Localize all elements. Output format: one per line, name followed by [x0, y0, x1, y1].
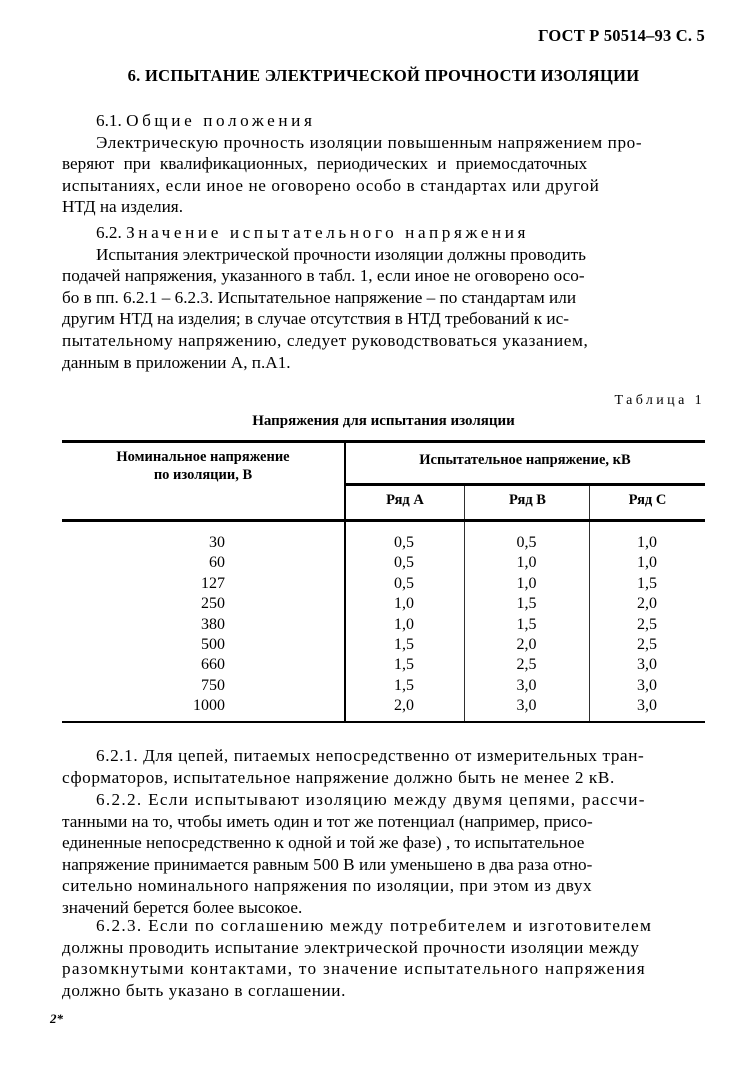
table-row — [62, 594, 705, 614]
table-row — [62, 574, 705, 594]
table-header-nominal-line1: Номинальное напряжение — [116, 449, 290, 465]
signature-mark: 2* — [50, 1011, 63, 1026]
table-row — [62, 615, 705, 635]
table-rule-bottom — [62, 721, 705, 723]
section-6-2-title: Значение испытательного напряжения — [126, 223, 530, 242]
paragraph-line: испытаниях, если иное не оговорено особо в стандартах или другой — [62, 175, 600, 195]
table-header-nominal-line2: по изоляции, В — [153, 467, 253, 483]
paragraph-line: другим НТД на изделия; в случае отсутствия в НТД требований к ис- — [62, 309, 569, 329]
table-row — [62, 696, 705, 716]
section-6-1-title: Общие положения — [126, 111, 316, 130]
cell-row-c: 1,5 — [637, 574, 657, 592]
table-caption: Напряжения для испытания изоляции — [252, 413, 515, 429]
paragraph-line: напряжение принимается равным 500 В или уменьшено в два раза отно- — [62, 854, 593, 874]
table-row — [62, 533, 705, 553]
paragraph-line: бо в пп. 6.2.1 – 6.2.3. Испытательное напряжение – по стандартам или — [62, 287, 577, 307]
section-6-2-number: 6.2. — [96, 223, 122, 242]
cell-row-c: 3,0 — [637, 656, 657, 674]
cell-row-a: 0,5 — [394, 534, 414, 551]
paragraph-line: 6.2.2. Если испытывают изоляцию между двумя цепями, рассчи- — [96, 790, 646, 809]
paragraph-line: НТД на изделия. — [62, 197, 183, 217]
cell-nominal: 1000 — [193, 697, 225, 715]
cell-nominal: 60 — [209, 554, 225, 572]
cell-row-a: 0,5 — [394, 574, 414, 592]
section-6-2-3 — [62, 915, 705, 1001]
table-header-row-b: Ряд В — [509, 492, 546, 508]
table-body — [62, 533, 705, 717]
table-row — [62, 553, 705, 573]
cell-nominal: 500 — [201, 635, 225, 653]
paragraph-line: 6.2.3. Если по соглашению между потребителем и изготовителем — [96, 916, 653, 935]
table-header-group: Испытательное напряжение, кВ — [419, 452, 631, 468]
table-header-row-c: Ряд С — [628, 492, 667, 508]
table-rule-header — [62, 519, 705, 522]
cell-row-a: 1,5 — [394, 656, 414, 674]
page-title: 6. ИСПЫТАНИЕ ЭЛЕКТРИЧЕСКОЙ ПРОЧНОСТИ ИЗОЛЯЦИИ — [127, 66, 640, 85]
table-row — [62, 676, 705, 696]
cell-row-b: 2,0 — [516, 635, 537, 653]
table-row — [62, 635, 705, 655]
paragraph-line: веряют при квалификационных, периодических и приемосдаточных — [62, 154, 588, 174]
cell-row-a: 1,0 — [394, 615, 414, 633]
table-rule-top — [62, 440, 705, 443]
cell-row-b: 1,5 — [516, 615, 537, 633]
cell-row-b: 1,0 — [516, 554, 537, 572]
table-rule-group — [345, 483, 705, 486]
table-number-label: Таблица 1 — [614, 393, 705, 408]
paragraph-line: данным в приложении А, п.А1. — [62, 352, 291, 372]
cell-row-a: 1,5 — [394, 635, 414, 653]
cell-row-c: 3,0 — [637, 697, 657, 715]
cell-row-a: 1,5 — [394, 676, 414, 694]
cell-row-c: 1,0 — [637, 554, 657, 572]
paragraph-line: значений берется более высокое. — [62, 897, 303, 917]
cell-nominal: 30 — [209, 534, 225, 551]
paragraph-line: должны проводить испытание электрической прочности изоляции между — [62, 937, 640, 957]
paragraph-line: сительно номинального напряжения по изоляции, при этом из двух — [62, 876, 593, 896]
paragraph-line: Испытания электрической прочности изоляции должны проводить — [96, 244, 586, 264]
cell-row-c: 2,5 — [637, 635, 657, 653]
cell-row-b: 2,5 — [516, 656, 537, 674]
table-header-row-a: Ряд А — [386, 492, 424, 508]
section-6-1-heading — [96, 110, 705, 132]
cell-row-b: 1,5 — [516, 595, 537, 613]
voltage-table — [62, 440, 705, 723]
paragraph-line: 6.2.1. Для цепей, питаемых непосредственно от измерительных тран- — [96, 746, 645, 765]
section-6-1-number: 6.1. — [96, 111, 122, 130]
cell-row-b: 1,0 — [516, 574, 537, 592]
cell-row-b: 3,0 — [516, 697, 537, 715]
cell-row-a: 2,0 — [394, 697, 414, 715]
section-6-2-2 — [62, 789, 705, 919]
running-header: ГОСТ Р 50514–93 С. 5 — [538, 26, 705, 45]
cell-row-c: 2,5 — [637, 615, 657, 633]
section-6-2-heading — [96, 222, 705, 244]
section-6-2 — [62, 222, 705, 373]
cell-row-a: 0,5 — [394, 554, 414, 572]
cell-nominal: 127 — [201, 574, 225, 592]
cell-nominal: 750 — [201, 676, 225, 694]
cell-row-c: 2,0 — [637, 595, 657, 613]
paragraph-line: единенные непосредственно к одной и той же фазе) , то испытательное — [62, 833, 585, 853]
table-row — [62, 655, 705, 675]
cell-row-b: 0,5 — [516, 534, 537, 551]
cell-row-c: 3,0 — [637, 676, 657, 694]
cell-row-b: 3,0 — [516, 676, 537, 694]
cell-row-a: 1,0 — [394, 595, 414, 613]
paragraph-line: разомкнутыми контактами, то значение испытательного напряжения — [62, 959, 646, 979]
paragraph-line: Электрическую прочность изоляции повышенным напряжением про- — [96, 132, 643, 152]
section-6-1 — [62, 110, 705, 218]
paragraph-line: танными на то, чтобы иметь один и тот же потенциал (например, присо- — [62, 811, 593, 831]
cell-row-c: 1,0 — [637, 534, 657, 551]
paragraph-line: должно быть указано в соглашении. — [62, 980, 346, 1000]
section-6-2-1 — [62, 745, 705, 788]
cell-nominal: 660 — [201, 656, 225, 674]
table-header-nominal — [62, 448, 344, 484]
paragraph-line: пытательному напряжению, следует руководствоваться указанием, — [62, 330, 589, 350]
cell-nominal: 250 — [201, 595, 225, 613]
paragraph-line: подачей напряжения, указанного в табл. 1, если иное не оговорено осо- — [62, 266, 585, 286]
cell-nominal: 380 — [201, 615, 225, 633]
paragraph-line: сформаторов, испытательное напряжение должно быть не менее 2 кВ. — [62, 767, 615, 787]
